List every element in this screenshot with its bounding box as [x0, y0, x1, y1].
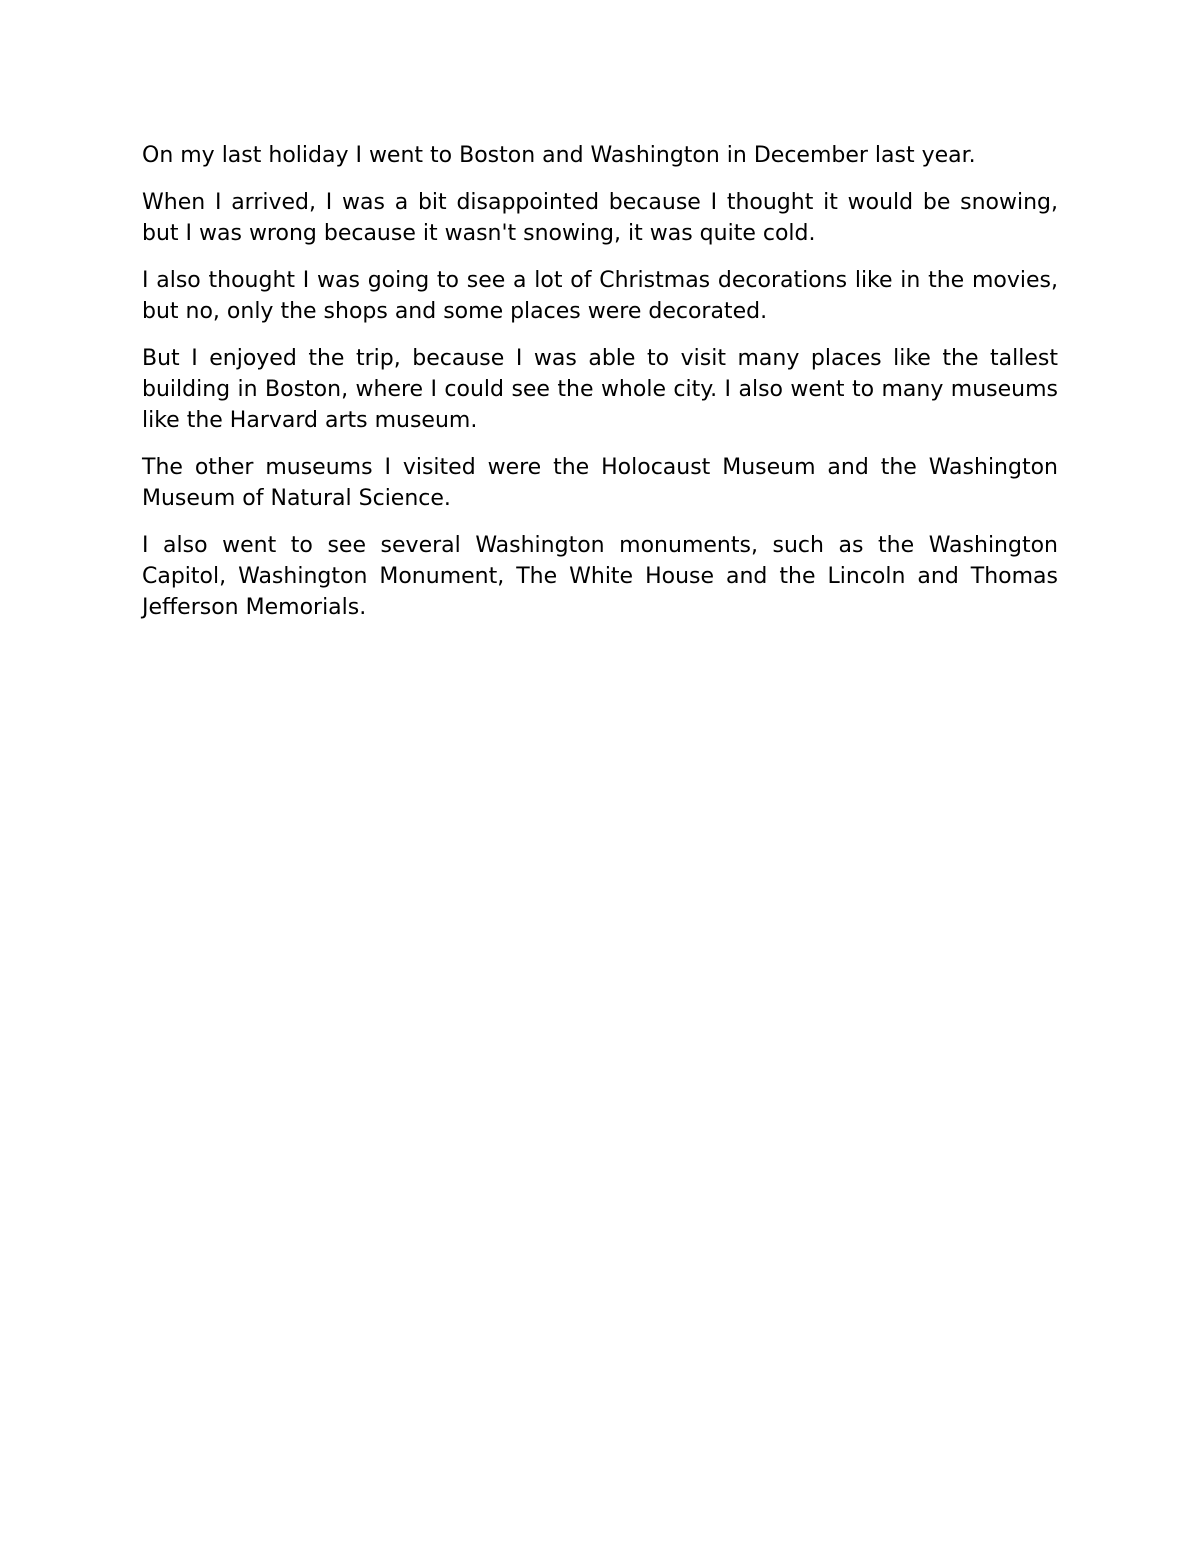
paragraph-3: I also thought I was going to see a lot of Christmas decorations like in the movies, but no, only the shops and some places were decorated.	[142, 268, 1058, 324]
paragraph-6: I also went to see several Washington monuments, such as the Washington Capitol, Washington Monument, The White House and the Lincoln and Thomas Jefferson Memorials.	[142, 533, 1058, 620]
paragraph-4: But I enjoyed the trip, because I was able to visit many places like the tallest building in Boston, where I could see the whole city. I also went to many museums like the Harvard arts museum.	[142, 346, 1058, 433]
document-body	[142, 140, 1058, 639]
paragraph-5: The other museums I visited were the Holocaust Museum and the Washington Museum of Natural Science.	[142, 455, 1058, 511]
paragraph-2: When I arrived, I was a bit disappointed because I thought it would be snowing, but I was wrong because it wasn't snowing, it was quite cold.	[142, 190, 1058, 246]
paragraph-1: On my last holiday I went to Boston and Washington in December last year.	[142, 143, 976, 168]
